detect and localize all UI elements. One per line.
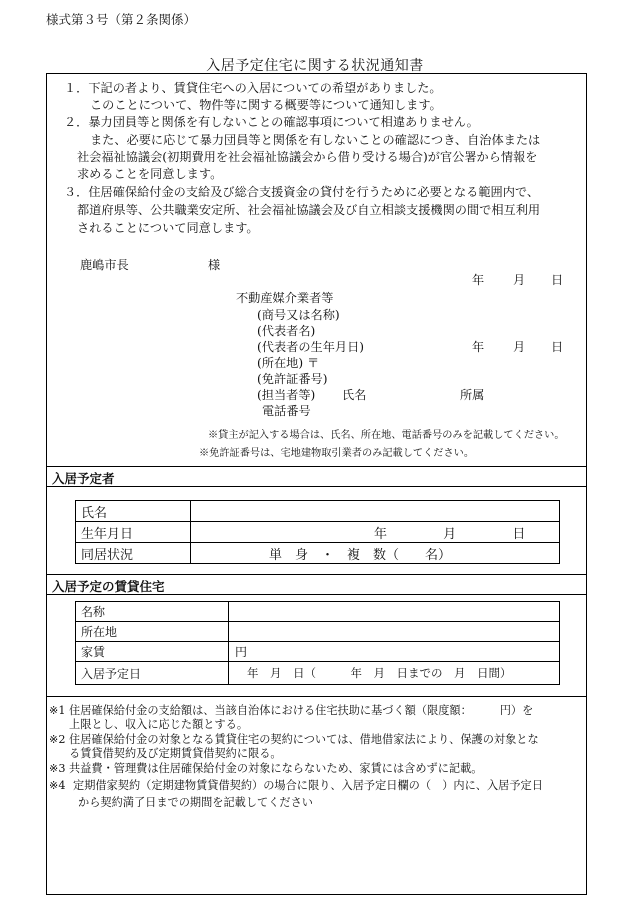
occupant-birthdate-field[interactable] [191, 522, 560, 543]
footnote-3-mark: ※3 [49, 762, 66, 775]
statement-1-line-1: １．下記の者より、賃貸住宅への入居についての希望がありました。 [64, 81, 442, 95]
housing-rent-label: 家賃 [76, 642, 229, 662]
section-divider [46, 486, 587, 487]
date-year-label: 年 [472, 273, 485, 287]
footnote-1-line-1: 住居確保給付金の支給額は、当該自治体における住宅扶助に基づく額（限度額： 円）を [69, 704, 534, 717]
housing-name-field[interactable] [229, 602, 560, 622]
agent-affiliation-label: 所属 [460, 388, 485, 402]
section-divider [46, 574, 587, 575]
statement-2-line-3: 社会福祉協議会(初期費用を社会福祉協議会から借り受ける場合)が官公署から情報を [77, 150, 538, 164]
housing-move-in-label: 入居予定日 [76, 662, 229, 685]
form-number: 様式第３号（第２条関係） [46, 12, 197, 27]
table-row [76, 543, 560, 564]
footnote-1-line-2: 上限とし、収入に応じた額とする。 [69, 718, 249, 731]
occupant-household-field[interactable]: 単 身 ・ 複 数（ 名） [191, 543, 560, 564]
statement-2-line-4: 求めることを同意します。 [77, 167, 223, 181]
birth-month-label: 月 [443, 526, 457, 542]
section-divider [46, 696, 587, 697]
agent-license-label: (免許証番号) [257, 372, 328, 386]
agent-rep-birthdate-label: (代表者の生年月日) [257, 340, 365, 354]
housing-section-heading: 入居予定の賃貸住宅 [52, 579, 165, 594]
birth-year-label: 年 [374, 526, 388, 542]
agent-heading: 不動産媒介業者等 [236, 291, 334, 305]
occupant-name-label: 氏名 [76, 501, 191, 522]
housing-rent-field[interactable]: 円 [229, 642, 560, 662]
statement-2-line-2: また、必要に応じて暴力団員等と関係を有しないことの確認につき、自治体または [90, 133, 541, 147]
statement-3-line-3: されることについて同意します。 [77, 221, 259, 235]
agent-person-in-charge-label: (担当者等) [257, 388, 316, 402]
table-row [76, 522, 560, 543]
occupant-table [75, 500, 560, 564]
footnote-1-mark: ※1 [49, 704, 66, 717]
addressee-name: 鹿嶋市長 [80, 258, 129, 272]
agent-representative-label: (代表者名) [257, 324, 316, 338]
agent-name-label: 氏名 [342, 388, 367, 402]
footnote-2-line-2: る賃貸借契約及び定期賃貸借契約に限る。 [69, 747, 282, 760]
rep-birth-day-label: 日 [551, 340, 564, 354]
section-divider [46, 466, 587, 467]
occupant-name-field[interactable] [191, 501, 560, 522]
statement-3-line-2: 都道府県等、公共職業安定所、社会福祉協議会及び自立相談支援機関の間で相互利用 [77, 203, 541, 217]
addressee-honorific: 様 [208, 258, 221, 272]
statement-2-line-1: ２．暴力団員等と関係を有しないことの確認事項について相違ありません。 [64, 115, 479, 129]
footnote-4-line-2: から契約満了日までの期間を記載してください [78, 796, 313, 809]
footnote-3-line-1: 共益費・管理費は住居確保給付金の対象にならないため、家賃には含めずに記載。 [69, 762, 483, 775]
housing-location-label: 所在地 [76, 622, 229, 642]
rep-birth-month-label: 月 [513, 340, 526, 354]
footnote-2-line-1: 住居確保給付金の対象となる賃貸住宅の契約については、借地借家法により、保護の対象とな [69, 733, 539, 746]
statement-1-line-2: このことについて、物件等に関する概要等について通知します。 [90, 98, 442, 112]
agent-address-label: (所在地) 〒 [257, 356, 320, 370]
agent-trade-name-label: (商号又は名称) [257, 308, 340, 322]
footnote-4-line-1: 定期借家契約（定期建物賃貸借契約）の場合に限り、入居予定日欄の（ ）内に、入居予定日 [73, 779, 543, 792]
housing-location-field[interactable] [229, 622, 560, 642]
table-row [76, 602, 560, 622]
agent-note-2: ※免許証番号は、宅地建物取引業者のみ記載してください。 [199, 448, 475, 459]
occupant-section-heading: 入居予定者 [52, 471, 115, 486]
birth-day-label: 日 [512, 526, 526, 542]
table-row [76, 622, 560, 642]
footnote-4-mark: ※4 [49, 779, 66, 792]
date-month-label: 月 [513, 273, 526, 287]
occupant-household-label: 同居状況 [76, 543, 191, 564]
agent-phone-label: 電話番号 [262, 404, 311, 418]
agent-note-1: ※貸主が記入する場合は、氏名、所在地、電話番号のみを記載してください。 [208, 430, 565, 441]
statement-3-line-1: ３．住居確保給付金の支給及び総合支援資金の貸付を行うために必要となる範囲内で、 [64, 185, 540, 199]
housing-move-in-field[interactable]: 年 月 日（ 年 月 日までの 月 日間） [229, 662, 560, 685]
footnote-2-mark: ※2 [49, 733, 66, 746]
housing-table [75, 601, 560, 685]
housing-name-label: 名称 [76, 602, 229, 622]
table-row [76, 642, 560, 662]
document-title: 入居予定住宅に関する状況通知書 [206, 58, 424, 74]
date-day-label: 日 [551, 273, 564, 287]
table-row [76, 501, 560, 522]
rep-birth-year-label: 年 [472, 340, 485, 354]
table-row [76, 662, 560, 685]
occupant-birthdate-label: 生年月日 [76, 522, 191, 543]
